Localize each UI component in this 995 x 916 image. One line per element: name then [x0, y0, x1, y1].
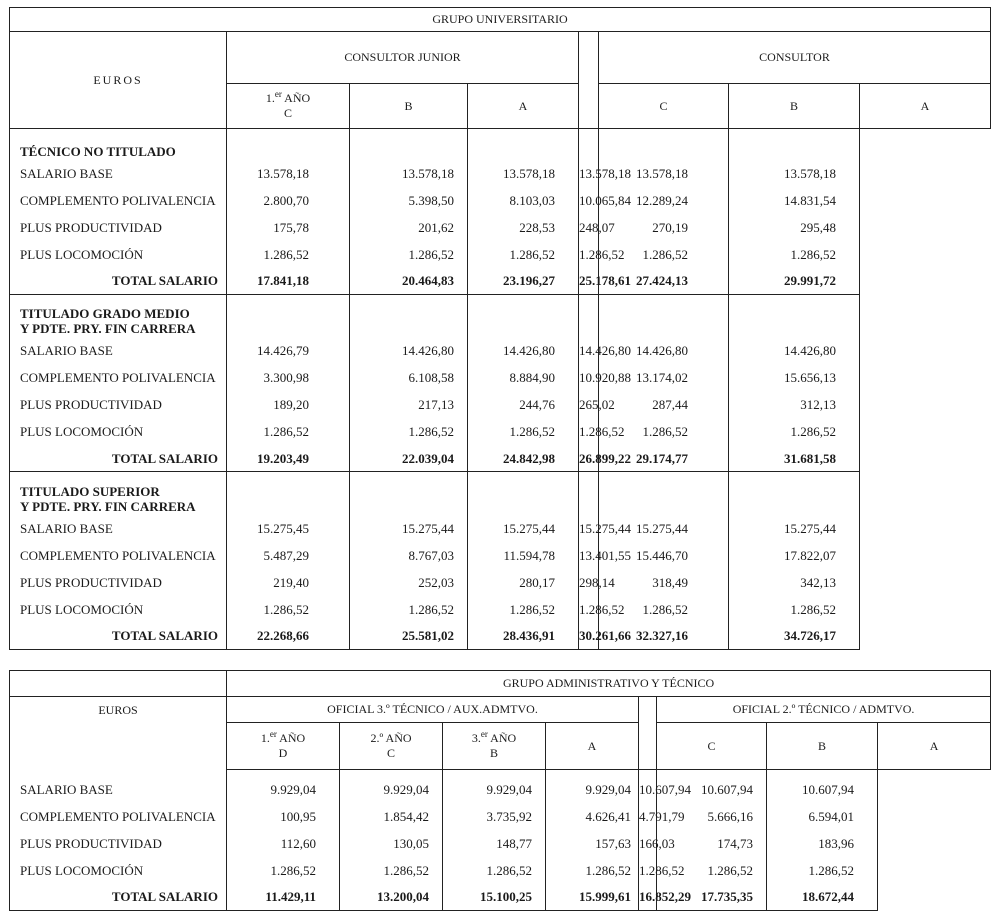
euros-label: EUROS — [10, 32, 227, 129]
value-cell: 15.275,44 — [350, 515, 468, 542]
column-header-line1 — [860, 99, 990, 114]
value-cell: 1.286,52 — [599, 241, 729, 268]
table-row — [10, 776, 991, 803]
blank-cell — [729, 294, 860, 337]
row-label: PLUS LOCOMOCIÓN — [10, 418, 227, 445]
total-label: TOTAL SALARIO — [10, 623, 227, 650]
column-header-line2: C — [283, 106, 292, 120]
row-label: SALARIO BASE — [10, 515, 227, 542]
table-row — [10, 569, 991, 596]
section-title-line2: Y PDTE. PRY. FIN CARRERA — [20, 321, 196, 336]
column-header-line2: C — [386, 746, 395, 760]
value-cell: 14.426,80 — [599, 337, 729, 364]
table-row — [10, 418, 991, 445]
value-cell: 10.920,88 — [579, 364, 599, 391]
value-cell: 1.286,52 — [767, 857, 878, 884]
total-row — [10, 884, 991, 911]
column-gap — [639, 697, 657, 770]
value-cell: 14.426,79 — [227, 337, 350, 364]
total-value: 20.464,83 — [350, 268, 468, 295]
value-cell: 3.300,98 — [227, 364, 350, 391]
table-row — [10, 830, 991, 857]
value-cell: 244,76 — [468, 391, 579, 418]
value-cell: 15.275,44 — [579, 515, 599, 542]
oficial3-header: OFICIAL 3.º TÉCNICO / AUX.ADMTVO. — [227, 697, 639, 723]
value-cell: 14.426,80 — [468, 337, 579, 364]
value-cell: 12.289,24 — [599, 187, 729, 214]
value-cell: 4.791,79 — [639, 803, 657, 830]
column-header-text: C — [707, 738, 716, 753]
value-cell: 9.929,04 — [340, 776, 443, 803]
total-value: 17.735,35 — [657, 884, 767, 911]
section-title — [10, 129, 227, 160]
column-header-line1 — [340, 731, 442, 746]
total-label: TOTAL SALARIO — [10, 268, 227, 295]
value-cell: 10.607,94 — [767, 776, 878, 803]
table-row — [10, 187, 991, 214]
value-cell: 1.286,52 — [340, 857, 443, 884]
total-value: 11.429,11 — [227, 884, 340, 911]
column-gap — [579, 32, 599, 129]
column-header-line1 — [729, 99, 859, 114]
value-cell: 1.286,52 — [579, 596, 599, 623]
value-cell: 13.578,18 — [468, 160, 579, 187]
blank-cell — [599, 129, 729, 160]
column-header-line1 — [468, 99, 578, 114]
column-header-line1 — [767, 739, 877, 754]
value-cell: 174,73 — [657, 830, 767, 857]
blank-cell — [350, 472, 468, 515]
column-header-text: 1. — [265, 91, 275, 105]
value-cell: 1.286,52 — [546, 857, 639, 884]
column-header — [227, 723, 340, 770]
value-cell: 13.578,18 — [729, 160, 860, 187]
consultor-junior-header: CONSULTOR JUNIOR — [227, 32, 579, 84]
blank-cell — [468, 294, 579, 337]
row-label: SALARIO BASE — [10, 160, 227, 187]
blank-cell — [599, 294, 729, 337]
grupo-administrativo-table — [9, 670, 991, 911]
total-value: 24.842,98 — [468, 445, 579, 472]
value-cell: 15.446,70 — [599, 542, 729, 569]
value-cell: 8.884,90 — [468, 364, 579, 391]
row-label: COMPLEMENTO POLIVALENCIA — [10, 542, 227, 569]
value-cell: 14.426,80 — [350, 337, 468, 364]
total-value: 30.261,66 — [579, 623, 599, 650]
table-row — [10, 241, 991, 268]
blank-cell — [227, 294, 350, 337]
value-cell: 15.275,44 — [468, 515, 579, 542]
column-header-text: C — [659, 98, 668, 113]
value-cell: 5.666,16 — [657, 803, 767, 830]
row-label: PLUS LOCOMOCIÓN — [10, 857, 227, 884]
column-header — [599, 84, 729, 129]
section-title — [10, 472, 227, 515]
row-label: PLUS PRODUCTIVIDAD — [10, 569, 227, 596]
table-row — [10, 803, 991, 830]
column-header-line1 — [657, 739, 766, 754]
column-header-line1 — [546, 739, 638, 754]
row-label: PLUS PRODUCTIVIDAD — [10, 830, 227, 857]
column-header — [729, 84, 860, 129]
value-cell: 1.286,52 — [227, 418, 350, 445]
consultor-header: CONSULTOR — [599, 32, 991, 84]
table-row — [10, 596, 991, 623]
blank-cell — [227, 472, 350, 515]
value-cell: 175,78 — [227, 214, 350, 241]
value-cell: 11.594,78 — [468, 542, 579, 569]
section-title-row — [10, 294, 991, 337]
value-cell: 1.286,52 — [599, 418, 729, 445]
column-header-line1 — [227, 731, 339, 746]
total-label: TOTAL SALARIO — [10, 884, 227, 911]
table-row — [10, 542, 991, 569]
column-header-text: 3. — [471, 731, 481, 745]
value-cell: 1.286,52 — [729, 241, 860, 268]
value-cell: 1.286,52 — [227, 857, 340, 884]
value-cell: 13.578,18 — [599, 160, 729, 187]
value-cell: 1.286,52 — [350, 241, 468, 268]
total-value: 18.672,44 — [767, 884, 878, 911]
value-cell: 5.398,50 — [350, 187, 468, 214]
column-header — [340, 723, 443, 770]
table-row — [10, 214, 991, 241]
value-cell: 9.929,04 — [546, 776, 639, 803]
value-cell: 3.735,92 — [443, 803, 546, 830]
column-header-text: 2.º AÑO — [370, 731, 412, 745]
row-label: PLUS LOCOMOCIÓN — [10, 241, 227, 268]
value-cell: 201,62 — [350, 214, 468, 241]
value-cell: 1.286,52 — [350, 418, 468, 445]
value-cell: 1.286,52 — [657, 857, 767, 884]
column-header-line2: B — [489, 746, 498, 760]
value-cell: 295,48 — [729, 214, 860, 241]
value-cell: 10.607,94 — [657, 776, 767, 803]
value-cell: 248,07 — [579, 214, 599, 241]
total-value: 13.200,04 — [340, 884, 443, 911]
column-header — [878, 723, 991, 770]
value-cell: 1.854,42 — [340, 803, 443, 830]
value-cell: 1.286,52 — [579, 241, 599, 268]
value-cell: 228,53 — [468, 214, 579, 241]
table-row — [10, 337, 991, 364]
column-header — [443, 723, 546, 770]
group-title: GRUPO UNIVERSITARIO — [10, 8, 991, 32]
value-cell: 270,19 — [599, 214, 729, 241]
value-cell: 15.275,45 — [227, 515, 350, 542]
value-cell: 15.275,44 — [599, 515, 729, 542]
total-value: 25.581,02 — [350, 623, 468, 650]
value-cell: 183,96 — [767, 830, 878, 857]
blank-cell — [350, 129, 468, 160]
column-header-text: AÑO — [281, 91, 311, 105]
blank-cell — [579, 294, 599, 337]
section-title — [10, 294, 227, 337]
section-title-row — [10, 472, 991, 515]
value-cell: 217,13 — [350, 391, 468, 418]
column-header-superscript: er — [269, 729, 277, 739]
value-cell: 14.426,80 — [729, 337, 860, 364]
total-value: 25.178,61 — [579, 268, 599, 295]
total-value: 15.100,25 — [443, 884, 546, 911]
row-label: COMPLEMENTO POLIVALENCIA — [10, 364, 227, 391]
total-value: 28.436,91 — [468, 623, 579, 650]
row-label: SALARIO BASE — [10, 337, 227, 364]
column-header-line1 — [350, 99, 467, 114]
total-value: 22.268,66 — [227, 623, 350, 650]
blank-cell — [468, 472, 579, 515]
total-value: 23.196,27 — [468, 268, 579, 295]
row-label: COMPLEMENTO POLIVALENCIA — [10, 187, 227, 214]
column-header-superscript: er — [480, 729, 488, 739]
euros-label: EUROS — [10, 697, 227, 770]
total-row — [10, 623, 991, 650]
total-value: 15.999,61 — [546, 884, 639, 911]
value-cell: 8.767,03 — [350, 542, 468, 569]
value-cell: 148,77 — [443, 830, 546, 857]
group-title: GRUPO ADMINISTRATIVO Y TÉCNICO — [227, 671, 991, 697]
value-cell: 280,17 — [468, 569, 579, 596]
table-row — [10, 391, 991, 418]
column-header-text: A — [929, 738, 939, 753]
row-label: PLUS PRODUCTIVIDAD — [10, 391, 227, 418]
value-cell: 5.487,29 — [227, 542, 350, 569]
blank-cell — [350, 294, 468, 337]
value-cell: 312,13 — [729, 391, 860, 418]
table-row — [10, 857, 991, 884]
value-cell: 166,03 — [639, 830, 657, 857]
column-header-text: AÑO — [276, 731, 306, 745]
value-cell: 318,49 — [599, 569, 729, 596]
column-header-text: 1. — [260, 731, 270, 745]
column-header-text: B — [404, 98, 413, 113]
value-cell: 1.286,52 — [579, 418, 599, 445]
row-label: PLUS PRODUCTIVIDAD — [10, 214, 227, 241]
column-header — [350, 84, 468, 129]
value-cell: 1.286,52 — [599, 596, 729, 623]
value-cell: 189,20 — [227, 391, 350, 418]
value-cell: 6.108,58 — [350, 364, 468, 391]
value-cell: 13.578,18 — [227, 160, 350, 187]
column-header-text: B — [789, 98, 798, 113]
total-value: 29.174,77 — [599, 445, 729, 472]
value-cell: 265,02 — [579, 391, 599, 418]
row-label: PLUS LOCOMOCIÓN — [10, 596, 227, 623]
column-header — [767, 723, 878, 770]
value-cell: 1.286,52 — [227, 596, 350, 623]
value-cell: 1.286,52 — [468, 596, 579, 623]
value-cell: 298,14 — [579, 569, 599, 596]
value-cell: 13.174,02 — [599, 364, 729, 391]
column-header-text: A — [587, 738, 597, 753]
value-cell: 157,63 — [546, 830, 639, 857]
value-cell: 14.426,80 — [579, 337, 599, 364]
column-header — [227, 84, 350, 129]
value-cell: 1.286,52 — [468, 241, 579, 268]
value-cell: 219,40 — [227, 569, 350, 596]
blank-cell — [468, 129, 579, 160]
value-cell: 1.286,52 — [468, 418, 579, 445]
column-header-text: B — [817, 738, 826, 753]
column-header — [546, 723, 639, 770]
column-header — [657, 723, 767, 770]
value-cell: 15.656,13 — [729, 364, 860, 391]
corner-blank — [10, 671, 227, 697]
column-header-line1 — [227, 91, 349, 106]
value-cell: 342,13 — [729, 569, 860, 596]
value-cell: 1.286,52 — [729, 596, 860, 623]
value-cell: 1.286,52 — [350, 596, 468, 623]
value-cell: 9.929,04 — [443, 776, 546, 803]
total-value: 31.681,58 — [729, 445, 860, 472]
column-header-superscript: er — [274, 89, 282, 99]
column-header-text: AÑO — [487, 731, 517, 745]
value-cell: 9.929,04 — [227, 776, 340, 803]
blank-cell — [599, 472, 729, 515]
blank-cell — [579, 472, 599, 515]
total-row — [10, 268, 991, 295]
total-value: 22.039,04 — [350, 445, 468, 472]
row-label: SALARIO BASE — [10, 776, 227, 803]
column-header — [468, 84, 579, 129]
total-label: TOTAL SALARIO — [10, 445, 227, 472]
value-cell: 1.286,52 — [443, 857, 546, 884]
section-title-line2: Y PDTE. PRY. FIN CARRERA — [20, 498, 196, 514]
value-cell: 6.594,01 — [767, 803, 878, 830]
section-title-line1: TITULADO GRADO MEDIO — [20, 306, 190, 321]
value-cell: 4.626,41 — [546, 803, 639, 830]
value-cell: 252,03 — [350, 569, 468, 596]
total-value: 16.852,29 — [639, 884, 657, 911]
total-value: 29.991,72 — [729, 268, 860, 295]
value-cell: 130,05 — [340, 830, 443, 857]
value-cell: 1.286,52 — [227, 241, 350, 268]
value-cell: 2.800,70 — [227, 187, 350, 214]
table-row — [10, 515, 991, 542]
total-value: 26.899,22 — [579, 445, 599, 472]
grupo-universitario-table — [9, 7, 991, 650]
total-value: 34.726,17 — [729, 623, 860, 650]
value-cell: 1.286,52 — [639, 857, 657, 884]
value-cell: 13.578,18 — [350, 160, 468, 187]
value-cell: 13.578,18 — [579, 160, 599, 187]
table-row — [10, 364, 991, 391]
row-label: COMPLEMENTO POLIVALENCIA — [10, 803, 227, 830]
value-cell: 10.065,84 — [579, 187, 599, 214]
value-cell: 287,44 — [599, 391, 729, 418]
value-cell: 100,95 — [227, 803, 340, 830]
column-header-line1 — [443, 731, 545, 746]
value-cell: 17.822,07 — [729, 542, 860, 569]
total-value: 17.841,18 — [227, 268, 350, 295]
value-cell: 1.286,52 — [729, 418, 860, 445]
total-value: 32.327,16 — [599, 623, 729, 650]
value-cell: 10.607,94 — [639, 776, 657, 803]
column-header-line2: D — [278, 746, 288, 760]
section-title-row — [10, 129, 991, 160]
oficial2-header: OFICIAL 2.º TÉCNICO / ADMTVO. — [657, 697, 991, 723]
column-header-text: A — [920, 98, 930, 113]
column-header-line1 — [599, 99, 728, 114]
blank-cell — [729, 472, 860, 515]
column-header-text: A — [518, 98, 528, 113]
value-cell: 13.401,55 — [579, 542, 599, 569]
value-cell: 14.831,54 — [729, 187, 860, 214]
blank-cell — [729, 129, 860, 160]
value-cell: 112,60 — [227, 830, 340, 857]
column-header-line1 — [878, 739, 990, 754]
blank-cell — [227, 129, 350, 160]
section-title-line1: TÉCNICO NO TITULADO — [20, 143, 176, 159]
value-cell: 15.275,44 — [729, 515, 860, 542]
section-title-line1: TITULADO SUPERIOR — [20, 483, 160, 499]
total-value: 19.203,49 — [227, 445, 350, 472]
blank-cell — [579, 129, 599, 160]
column-header — [860, 84, 991, 129]
total-value: 27.424,13 — [599, 268, 729, 295]
total-row — [10, 445, 991, 472]
value-cell: 8.103,03 — [468, 187, 579, 214]
table-row — [10, 160, 991, 187]
